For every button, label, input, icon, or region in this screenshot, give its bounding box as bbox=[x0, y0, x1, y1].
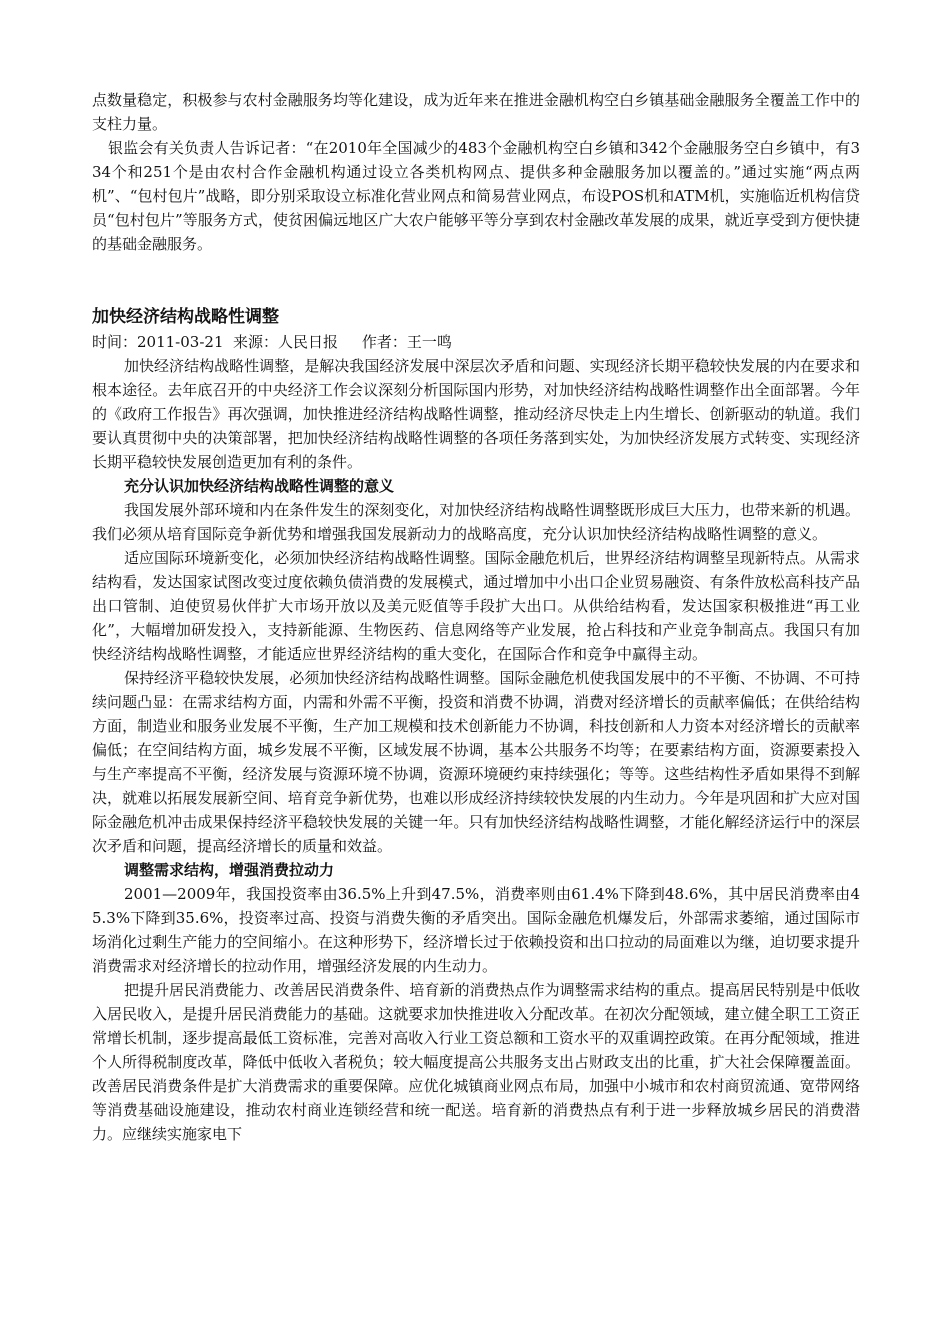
section-heading-2: 调整需求结构，增强消费拉动力 bbox=[124, 861, 335, 879]
section2-paragraph-2: 把提升居民消费能力、改善居民消费条件、培育新的消费热点作为调整需求结构的重点。提高居民特别是中低收入居民收入，是提升居民消费能力的基础。这就要求加快推进收入分配改革。在初次分配领域，建立健全职工工资正常增长机制，逐步提高最低工资标准，完善对高收入行业工资总额和工资水平的双重调控政策。在再分配领域，推进个人所得税制度改革，降低中低收入者税负；较大幅度提高公共服务支出占财政支出的比重，扩大社会保障覆盖面。改善居民消费条件是扩大消费需求的重要保障。应优化城镇商业网点布局，加强中小城市和农村商贸流通、宽带网络等消费基础设施建设，推动农村商业连锁经营和统一配送。培育新的消费热点有利于进一步释放城乡居民的消费潜力。应继续实施家电下 bbox=[92, 981, 860, 1143]
document-page bbox=[92, 88, 860, 1146]
section2-paragraph-1: 2001—2009年，我国投资率由36.5%上升到47.5%，消费率则由61.4%下降到48.6%，其中居民消费率由45.3%下降到35.6%，投资率过高、投资与消费失衡的矛盾突出。国际金融危机爆发后，外部需求萎缩，通过国际市场消化过剩生产能力的空间缩小。在这种形势下，经济增长过于依赖投资和出口拉动的局面难以为继，迫切要求提升消费需求对经济增长的拉动作用，增强经济发展的内生动力。 bbox=[92, 885, 860, 975]
section1-paragraph-2: 适应国际环境新变化，必须加快经济结构战略性调整。国际金融危机后，世界经济结构调整呈现新特点。从需求结构看，发达国家试图改变过度依赖负债消费的发展模式，通过增加中小出口企业贸易融资、有条件放松高科技产品出口管制、迫使贸易伙伴扩大市场开放以及美元贬值等手段扩大出口。从供给结构看，发达国家积极推进“再工业化”，大幅增加研发投入，支持新能源、生物医药、信息网络等产业发展，抢占科技和产业竞争制高点。我国只有加快经济结构战略性调整，才能适应世界经济结构的重大变化，在国际合作和竞争中赢得主动。 bbox=[92, 549, 860, 663]
article-meta: 时间：2011-03-21 来源：人民日报 作者：王一鸣 bbox=[92, 333, 452, 351]
continuation-paragraph-2: 银监会有关负责人告诉记者：“在2010年全国减少的483个金融机构空白乡镇和342个金融服务空白乡镇中，有334个和251个是由农村合作金融机构通过设立各类机构网点、提供多种金融服务加以覆盖的。”通过实施“两点两机”、“包村包片”战略，即分别采取设立标准化营业网点和简易营业网点，布设POS机和ATM机，实施临近机构信贷员“包村包片”等服务方式，使贫困偏远地区广大农户能够平等分享到农村金融改革发展的成果，就近享受到方便快捷的基础金融服务。 bbox=[92, 139, 860, 253]
article-intro-paragraph: 加快经济结构战略性调整，是解决我国经济发展中深层次矛盾和问题、实现经济长期平稳较快发展的内在要求和根本途径。去年底召开的中央经济工作会议深刻分析国际国内形势，对加快经济结构战略性调整作出全面部署。今年的《政府工作报告》再次强调，加快推进经济结构战略性调整，推动经济尽快走上内生增长、创新驱动的轨道。我们要认真贯彻中央的决策部署，把加快经济结构战略性调整的各项任务落到实处，为加快经济发展方式转变、实现经济长期平稳较快发展创造更加有利的条件。 bbox=[92, 357, 860, 471]
section-heading-1: 充分认识加快经济结构战略性调整的意义 bbox=[124, 477, 395, 495]
section1-paragraph-1: 我国发展外部环境和内在条件发生的深刻变化，对加快经济结构战略性调整既形成巨大压力，也带来新的机遇。我们必须从培育国际竞争新优势和增强我国发展新动力的战略高度，充分认识加快经济结构战略性调整的意义。 bbox=[92, 501, 860, 543]
article-title: 加快经济结构战略性调整 bbox=[92, 307, 279, 327]
continuation-paragraph-1: 点数量稳定，积极参与农村金融服务均等化建设，成为近年来在推进金融机构空白乡镇基础金融服务全覆盖工作中的支柱力量。 bbox=[92, 91, 860, 133]
section1-paragraph-3: 保持经济平稳较快发展，必须加快经济结构战略性调整。国际金融危机使我国发展中的不平衡、不协调、不可持续问题凸显：在需求结构方面，内需和外需不平衡，投资和消费不协调，消费对经济增长的贡献率偏低；在供给结构方面，制造业和服务业发展不平衡，生产加工规模和技术创新能力不协调，科技创新和人力资本对经济增长的贡献率偏低；在空间结构方面，城乡发展不平衡，区域发展不协调，基本公共服务不均等；在要素结构方面，资源要素投入与生产率提高不平衡，经济发展与资源环境不协调，资源环境硬约束持续强化；等等。这些结构性矛盾如果得不到解决，就难以拓展发展新空间、培育竞争新优势，也难以形成经济持续较快发展的内生动力。今年是巩固和扩大应对国际金融危机冲击成果保持经济平稳较快发展的关键一年。只有加快经济结构战略性调整，才能化解经济运行中的深层次矛盾和问题，提高经济增长的质量和效益。 bbox=[92, 669, 860, 855]
